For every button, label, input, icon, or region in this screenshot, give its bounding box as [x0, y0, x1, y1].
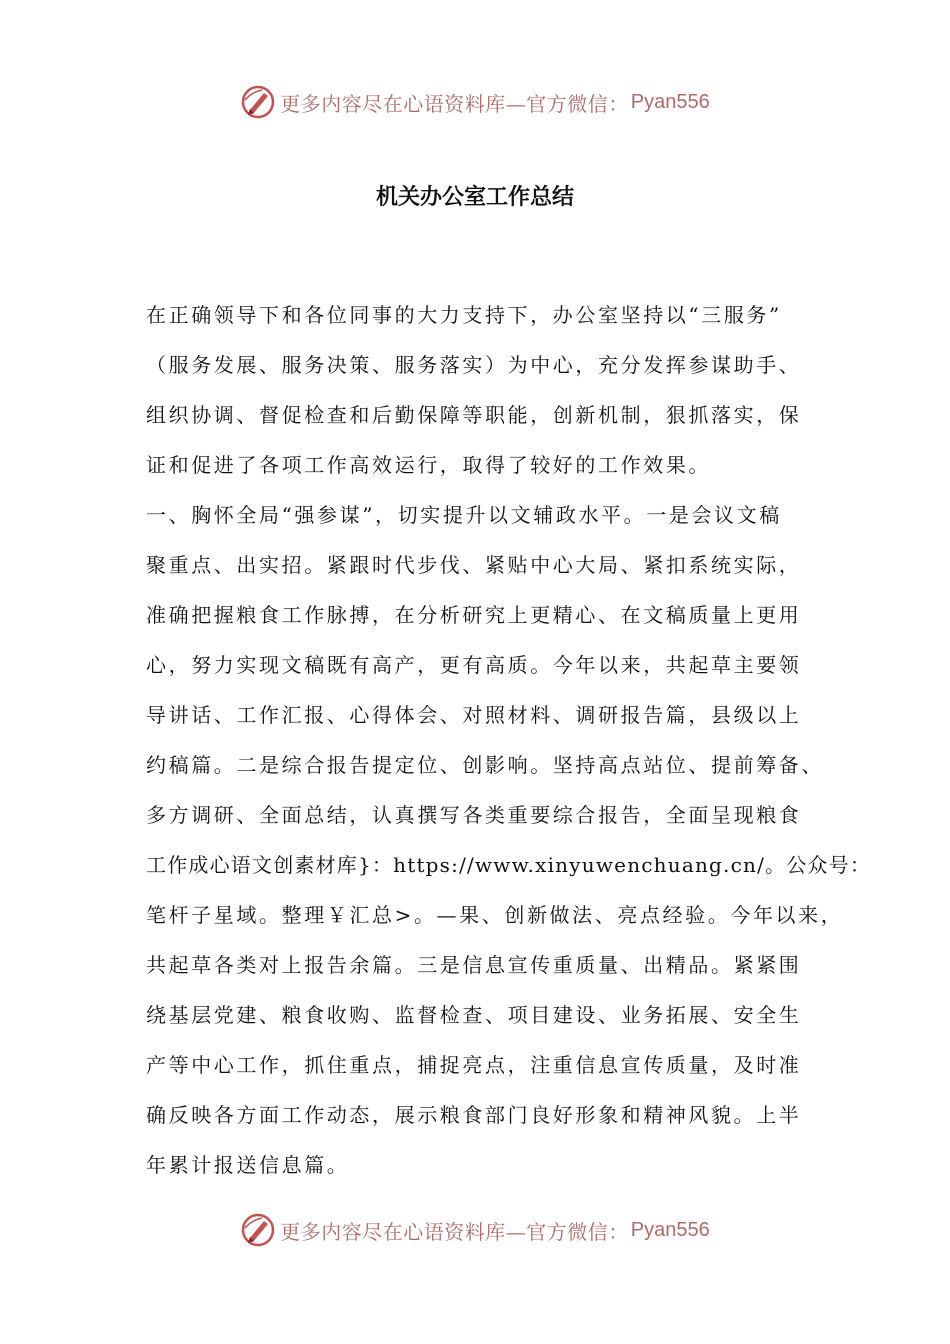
body-line: 聚重点、出实招。紧跟时代步伐、紧贴中心大局、紧扣系统实际， — [146, 553, 802, 577]
pen-logo-icon — [240, 1212, 276, 1248]
document-body — [146, 290, 872, 1190]
body-line: 组织协调、督促检查和后勤保障等职能，创新机制，狠抓落实，保 — [146, 403, 802, 427]
body-line: 工作成心语文创素材库}：https://www.xinyuwenchuang.cn/。公众号： — [146, 853, 872, 877]
body-line: 产等中心工作，抓住重点，捕捉亮点，注重信息宣传质量，及时准 — [146, 1053, 802, 1077]
body-line: （服务发展、服务决策、服务落实）为中心，充分发挥参谋助手、 — [146, 353, 802, 377]
body-line: 一、胸怀全局“强参谋”，切实提升以文辅政水平。一是会议文稿 — [146, 503, 782, 527]
body-line: 笔杆子星域。整理￥汇总>。—果、创新做法、亮点经验。今年以来， — [146, 903, 844, 927]
body-line: 绕基层党建、粮食收购、监督检查、项目建设、业务拓展、安全生 — [146, 1003, 802, 1027]
watermark-wechat-id: Pyan556 — [630, 1218, 710, 1241]
body-line: 年累计报送信息篇。 — [146, 1153, 350, 1177]
body-line: 证和促进了各项工作高效运行，取得了较好的工作效果。 — [146, 453, 711, 477]
body-line: 共起草各类对上报告余篇。三是信息宣传重质量、出精品。紧紧围 — [146, 953, 802, 977]
body-line: 多方调研、全面总结，认真撰写各类重要综合报告，全面呈现粮食 — [146, 803, 802, 827]
watermark-banner-top — [0, 82, 950, 122]
body-line: 约稿篇。二是综合报告提定位、创影响。坚持高点站位、提前筹备、 — [146, 753, 824, 777]
body-line: 确反映各方面工作动态，展示粮食部门良好形象和精神风貌。上半 — [146, 1103, 802, 1127]
pen-logo-icon — [240, 84, 276, 120]
watermark-text: 更多内容尽在心语资料库—官方微信： — [280, 91, 629, 116]
body-line: 导讲话、工作汇报、心得体会、对照材料、调研报告篇，县级以上 — [146, 703, 802, 727]
document-title: 机关办公室工作总结 — [375, 185, 574, 210]
watermark-banner-bottom — [0, 1210, 950, 1250]
body-line: 心，努力实现文稿既有高产，更有高质。今年以来，共起草主要领 — [146, 653, 802, 677]
body-line: 在正确领导下和各位同事的大力支持下，办公室坚持以“三服务” — [146, 303, 782, 327]
body-line: 准确把握粮食工作脉搏，在分析研究上更精心、在文稿质量上更用 — [146, 603, 802, 627]
watermark-text: 更多内容尽在心语资料库—官方微信： — [280, 1219, 629, 1244]
watermark-wechat-id: Pyan556 — [630, 90, 710, 113]
